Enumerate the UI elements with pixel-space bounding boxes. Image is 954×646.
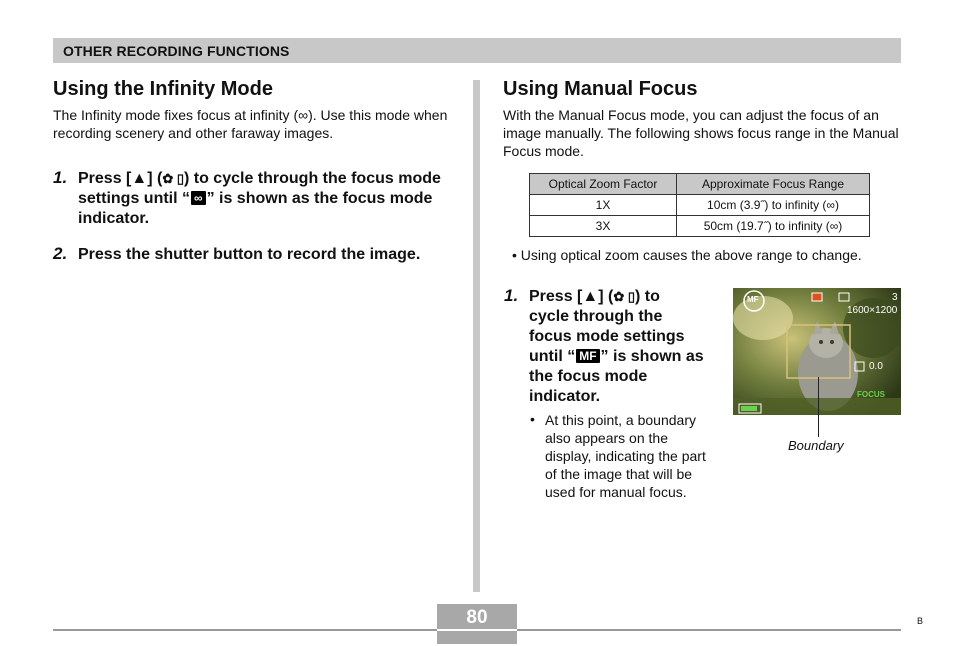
mf-indicator-icon: MF <box>576 349 599 363</box>
table-row <box>530 195 870 216</box>
column-divider <box>473 80 480 592</box>
step-number: 1. <box>504 286 519 305</box>
manual-focus-title: Using Manual Focus <box>503 78 698 100</box>
section-title: OTHER RECORDING FUNCTIONS <box>63 43 290 59</box>
step-text: Press [▲] ( <box>78 170 163 187</box>
table-row <box>530 216 870 237</box>
step-text: ” is shown as the focus mode indicator. <box>529 348 704 405</box>
bullet-dot: • <box>530 411 535 427</box>
page-number-box <box>437 604 517 644</box>
zoom-note: • Using optical zoom causes the above range to change. <box>512 247 862 263</box>
infinity-indicator-icon: ∞ <box>191 191 206 205</box>
focus-range-table <box>529 173 870 237</box>
infinity-step-1 <box>53 169 453 229</box>
footer-code: B <box>917 616 924 626</box>
table-cell: 1X <box>530 195 677 216</box>
macro-icon: ✿ ▯ <box>613 289 635 304</box>
camera-display-image <box>733 288 901 415</box>
step-text: Press the shutter button to record the image. <box>78 246 421 263</box>
page-number: 80 <box>466 607 488 628</box>
infinity-step-2 <box>53 245 463 265</box>
step-number: 1. <box>53 168 68 187</box>
image-size: 1600×1200 <box>847 305 898 316</box>
infinity-intro: The Infinity mode fixes focus at infinity (∞). Use this mode when recording scenery and other faraway images. <box>53 107 448 141</box>
table-header: Optical Zoom Factor <box>530 174 677 195</box>
step-text: ) to cycle through the focus mode settings until “ <box>78 170 441 207</box>
infinity-mode-title: Using the Infinity Mode <box>53 78 273 100</box>
step-text: Press [▲] ( <box>529 288 614 305</box>
ev-value: 0.0 <box>869 361 883 372</box>
manual-focus-step-1 <box>504 287 704 407</box>
table-cell: 10cm (3.9˝) to infinity (∞) <box>677 195 870 216</box>
table-cell: 50cm (19.7˝) to infinity (∞) <box>677 216 870 237</box>
step-number: 2. <box>53 244 68 263</box>
manual-focus-intro: With the Manual Focus mode, you can adjust the focus of an image manually. The following shows focus range in the Manual Focus mode. <box>503 107 899 159</box>
boundary-note: At this point, a boundary also appears on the display, indicating the part of the image that will be used for manual focus. <box>545 412 706 500</box>
table-cell: 3X <box>530 216 677 237</box>
macro-icon: ✿ ▯ <box>162 171 184 186</box>
shot-count: 3 <box>892 292 898 303</box>
callout-line <box>818 377 819 437</box>
boundary-caption: Boundary <box>788 438 844 453</box>
mf-icon: MF <box>747 295 759 304</box>
step-text: ” is shown as the focus mode indicator. <box>78 190 433 227</box>
step-text: ) to cycle through the focus mode settings until “ <box>529 288 685 365</box>
table-header: Approximate Focus Range <box>677 174 870 195</box>
focus-label: FOCUS <box>857 390 885 399</box>
section-header <box>53 38 901 63</box>
